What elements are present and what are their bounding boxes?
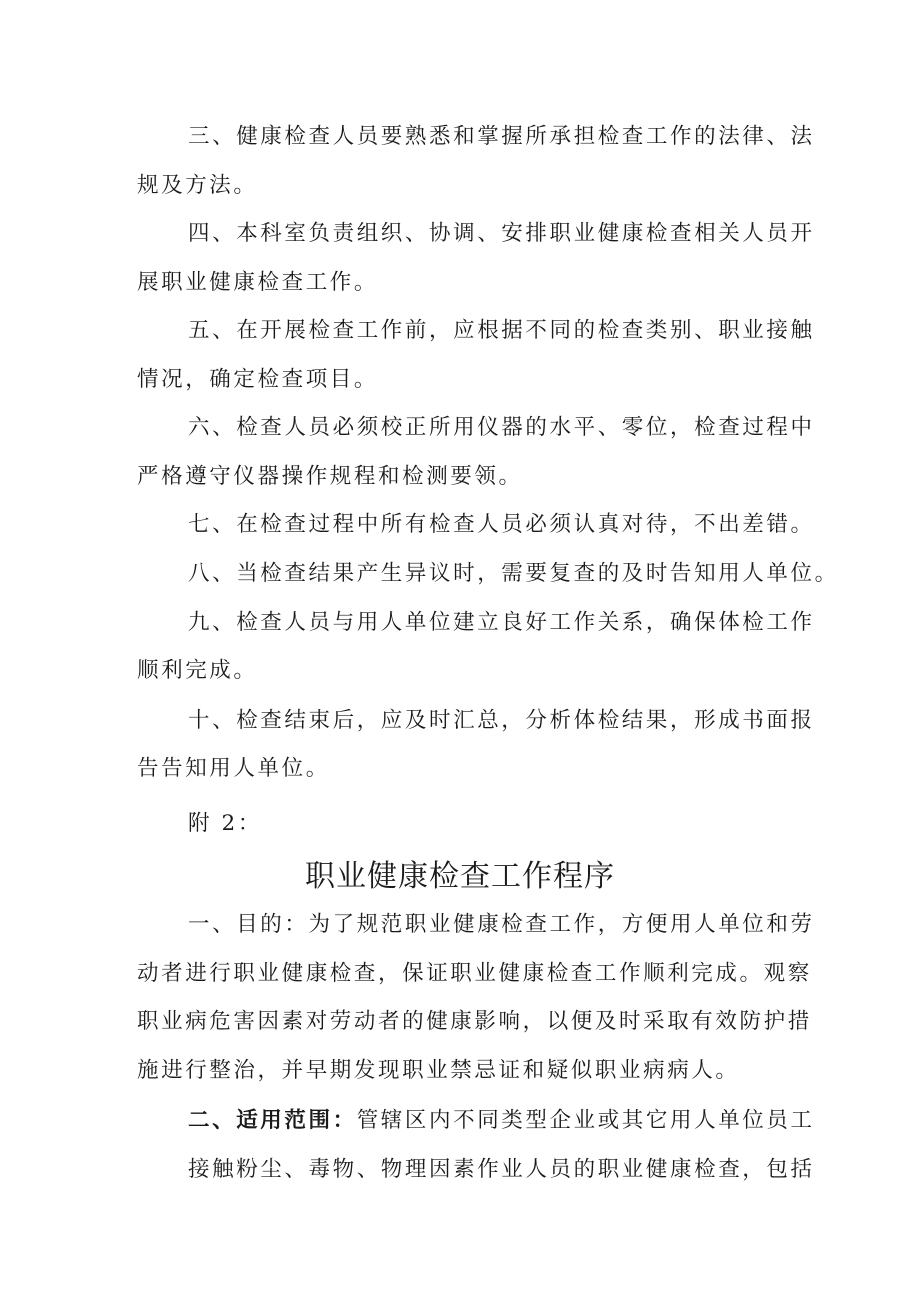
paragraph-3-line-2: 规及方法。 <box>137 173 258 198</box>
paragraph-5-line-2: 情况，确定检查项目。 <box>137 367 379 392</box>
paragraph-8: 八、当检查结果产生异议时，需要复查的及时告知用人单位。 <box>188 561 839 586</box>
scope-text-1: 管辖区内不同类型企业或其它用人单位员工 <box>356 1108 815 1133</box>
paragraph-6-line-2: 严格遵守仪器操作规程和检测要领。 <box>137 464 523 489</box>
paragraph-5-line-1: 五、在开展检查工作前，应根据不同的检查类别、职业接触 <box>188 318 815 343</box>
attachment-label: 附 2： <box>188 811 262 836</box>
scope-line-2: 接触粉尘、毒物、物理因素作业人员的职业健康检查，包括 <box>188 1157 815 1182</box>
scope-line-1 <box>188 1106 815 1136</box>
paragraph-7: 七、在检查过程中所有检查人员必须认真对待，不出差错。 <box>188 512 815 537</box>
purpose-line-3: 职业病危害因素对劳动者的健康影响，以便及时采取有效防护措 <box>137 1009 812 1034</box>
purpose-line-2: 动者进行职业健康检查，保证职业健康检查工作顺利完成。观察 <box>137 961 812 986</box>
purpose-line-4: 施进行整治，并早期发现职业禁忌证和疑似职业病病人。 <box>137 1058 740 1083</box>
paragraph-6-line-1: 六、检查人员必须校正所用仪器的水平、零位，检查过程中 <box>188 415 815 440</box>
paragraph-9-line-2: 顺利完成。 <box>137 658 258 683</box>
paragraph-4-line-1: 四、本科室负责组织、协调、安排职业健康检查相关人员开 <box>188 221 815 246</box>
paragraph-10-line-1: 十、检查结束后，应及时汇总，分析体检结果，形成书面报 <box>188 708 815 733</box>
scope-heading: 二、适用范围： <box>188 1108 357 1133</box>
purpose-line-1: 一、目的：为了规范职业健康检查工作，方便用人单位和劳 <box>188 912 815 937</box>
paragraph-4-line-2: 展职业健康检查工作。 <box>137 270 379 295</box>
paragraph-3-line-1: 三、健康检查人员要熟悉和掌握所承担检查工作的法律、法 <box>188 124 815 149</box>
paragraph-10-line-2: 告告知用人单位。 <box>137 756 330 781</box>
paragraph-9-line-1: 九、检查人员与用人单位建立良好工作关系，确保体检工作 <box>188 610 815 635</box>
section-title: 职业健康检查工作程序 <box>305 859 615 894</box>
